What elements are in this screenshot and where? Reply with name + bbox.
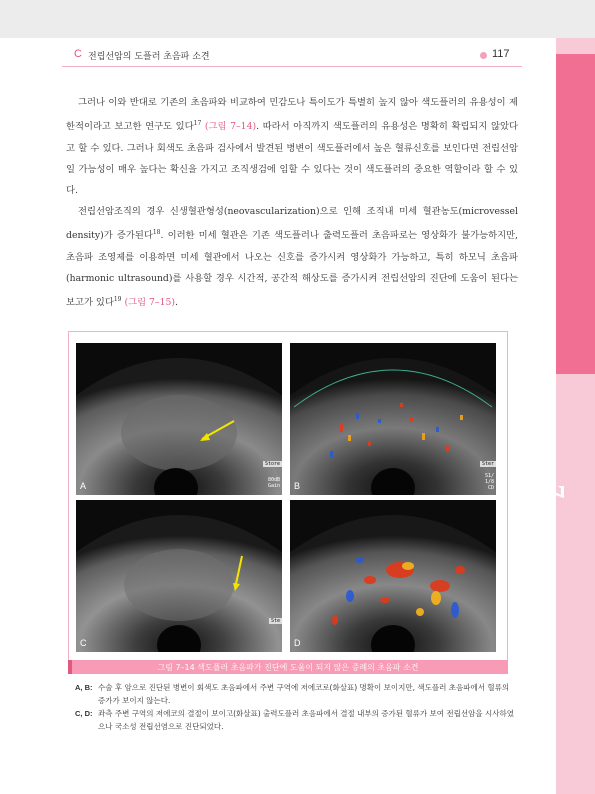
- ultrasound-panel-d: [290, 500, 496, 652]
- ultrasound-panel-c: [76, 500, 282, 652]
- figure-caption: 그림 7–14 색도플러 초음파가 진단에 도움이 되지 않은 증례의 초음파 소견: [157, 663, 419, 672]
- note-key: A, B:: [75, 683, 93, 692]
- section-letter: C: [74, 48, 82, 60]
- store-tag: Ste: [270, 618, 280, 624]
- figure-notes: [75, 681, 515, 733]
- page-number: 117: [492, 48, 510, 60]
- figure-caption-bar: [68, 660, 508, 674]
- chapter-label: [537, 400, 569, 499]
- ultrasound-panel-b: [290, 343, 496, 495]
- doppler-image: [290, 343, 496, 495]
- figure-note: [75, 707, 515, 733]
- machine-settings: 80dB Gain: [267, 477, 280, 489]
- note-text: 좌측 주변 구역의 저에코의 결절이 보이고(화살표) 출력도플러 초음파에서 결절 내부의 증가된 혈류가 보여 전립선암을 시사하였으나 국소성 전립선염으로 진단되었다.: [98, 709, 514, 731]
- chapter-number: 7: [538, 484, 569, 500]
- body-text: [66, 92, 518, 313]
- header-rule: [62, 66, 522, 67]
- note-text: 수술 후 암으로 진단된 병변이 회색도 초음파에서 주변 구역에 저에코로(화살표) 명확이 보이지만, 색도플러 초음파에서 혈류의 증가가 보이지 않는다.: [98, 683, 510, 705]
- running-header: [62, 48, 522, 64]
- ultrasound-panel-a: [76, 343, 282, 495]
- panel-label: D: [294, 638, 301, 648]
- chapter-word: CHAPTER: [541, 400, 557, 481]
- ultrasound-image: [76, 500, 282, 652]
- power-doppler-image: [290, 500, 496, 652]
- paragraph-2: 전립선암조직의 경우 신생혈관형성(neovascularization)으로 인해 조직내 미세 혈관농도(microvessel density)가 증가된다$^{18}$. 이러한 미세 혈관은 기존 색도플러나 출력도플러 초음파로는 영상화가 불가능하지만, 초음파 조영제를 이용하면 미세 혈관에서 나오는 신호를 증가시켜 영상화가 가능하고, 특히 하모닉 초음파(harmonic ultrasound)를 사용할 경우 시간적, 공간적 해상도를 증가시켜 전립선암의 진단에 도움이 된다는 보고가 있다$^{19}$ (그림 7–15).: [66, 206, 518, 309]
- panel-label: B: [294, 481, 301, 491]
- store-tag: Ster: [481, 461, 494, 467]
- note-key: C, D:: [75, 709, 93, 718]
- top-margin-bar: [0, 0, 595, 38]
- machine-settings: S1/ 1/8 CD: [484, 473, 494, 491]
- store-tag: Store: [264, 461, 280, 467]
- citation: 19: [113, 296, 122, 304]
- ultrasound-image: [76, 343, 282, 495]
- paragraph-1: 그러나 이와 반대로 기존의 초음파와 비교하여 민감도나 특이도가 특별히 높지 않아 색도플러의 유용성이 제한적이라고 보고한 연구도 있다$^{17}$ (그림 7–14). 따라서 아직까지 색도플러의 유용성은 명확히 확립되지 않았다고 할 수 있다. 그러나 회색도 초음파 검사에서 발견된 병변이 색도플러에서 높은 혈류신호를 보인다면 전립선암일 가능성이 매우 높다는 확신을 가지고 조직생검에 임할 수 있다는 것이 색도플러의 중요한 역할이라 할 수 있다.: [66, 97, 518, 196]
- panel-label: C: [80, 638, 87, 648]
- page-dot-icon: [480, 52, 487, 59]
- citation: 17: [193, 120, 202, 128]
- citation: 18: [152, 229, 161, 237]
- figure-ref[interactable]: (그림 7–14): [204, 121, 257, 133]
- section-title: 전립선암의 도플러 초음파 소견: [88, 52, 210, 62]
- figure-ref[interactable]: (그림 7–15): [124, 297, 176, 309]
- figure-note: [75, 681, 515, 707]
- panel-label: A: [80, 481, 87, 491]
